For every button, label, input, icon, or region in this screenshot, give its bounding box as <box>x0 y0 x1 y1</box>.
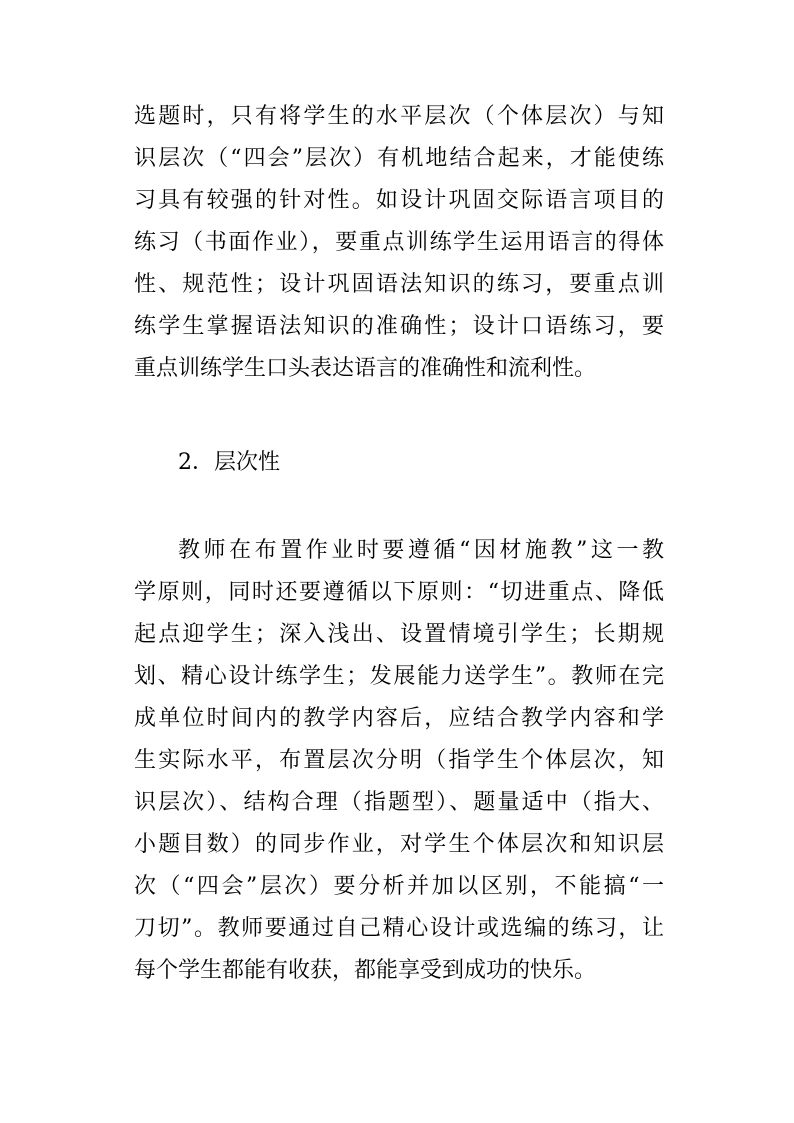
paragraph-1 <box>134 96 664 390</box>
text-line: 识层次）、结构合理（指题型）、题量适中（指大、 <box>134 790 664 815</box>
text-line: 每个学生都能有收获，都能享受到成功的快乐。 <box>134 958 597 983</box>
text-line: 小题目数）的同步作业，对学生个体层次和知识层 <box>134 832 664 857</box>
text-line: 重点训练学生口头表达语言的准确性和流利性。 <box>134 356 597 381</box>
text-line: 性、规范性；设计巩固语法知识的练习，要重点训 <box>134 272 664 297</box>
paragraph-gap <box>134 390 664 442</box>
section-heading: 2．层次性 <box>178 450 280 475</box>
text-line: 选题时，只有将学生的水平层次（个体层次）与知 <box>134 104 664 129</box>
paragraph-2 <box>134 530 664 992</box>
text-line: 学原则，同时还要遵循以下原则：“切进重点、降低 <box>134 580 664 605</box>
document-body <box>134 96 664 992</box>
text-line: 识层次（“四会”层次）有机地结合起来，才能使练 <box>134 146 664 171</box>
text-line: 教师在布置作业时要遵循“因材施教”这一教 <box>178 538 664 563</box>
text-line: 练学生掌握语法知识的准确性；设计口语练习，要 <box>134 314 664 339</box>
text-line: 刀切”。教师要通过自己精心设计或选编的练习，让 <box>134 916 664 941</box>
text-line: 生实际水平，布置层次分明（指学生个体层次，知 <box>134 748 664 773</box>
text-line: 练习（书面作业），要重点训练学生运用语言的得体 <box>134 230 664 255</box>
text-line: 习具有较强的针对性。如设计巩固交际语言项目的 <box>134 188 664 213</box>
text-line: 成单位时间内的教学内容后，应结合教学内容和学 <box>134 706 664 731</box>
text-line: 划、精心设计练学生；发展能力送学生”。教师在完 <box>134 664 664 689</box>
text-line: 次（“四会”层次）要分析并加以区别，不能搞“一 <box>134 874 664 899</box>
paragraph-gap <box>134 484 664 530</box>
text-line: 起点迎学生；深入浅出、设置情境引学生；长期规 <box>134 622 664 647</box>
